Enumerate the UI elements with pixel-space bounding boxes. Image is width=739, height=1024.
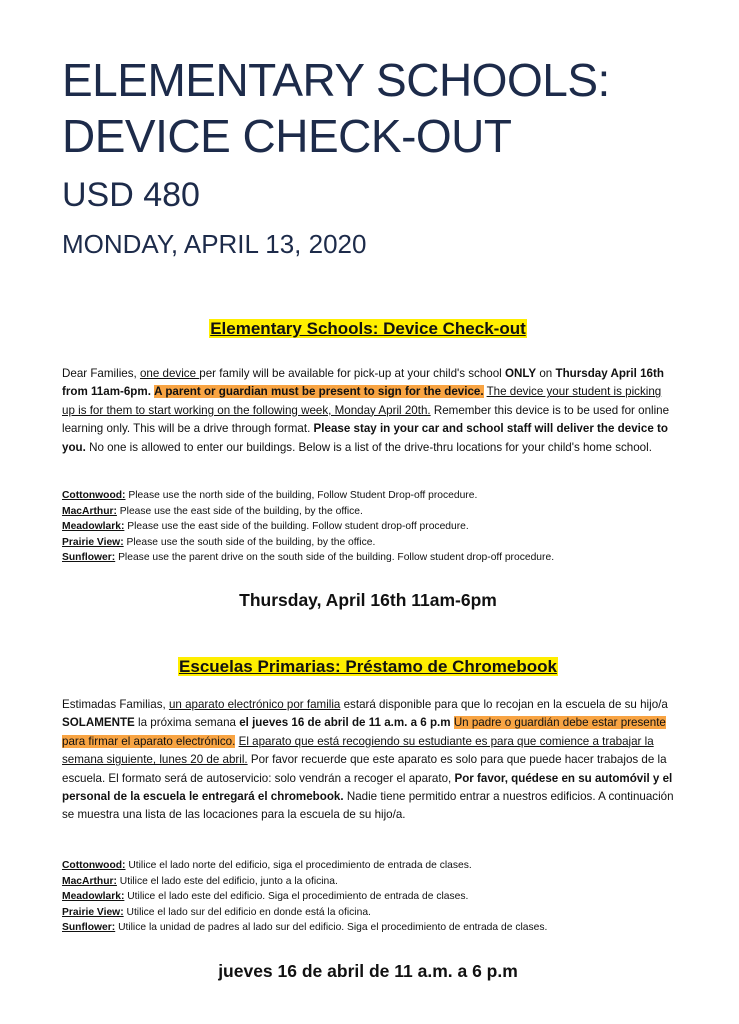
spanish-paragraph <box>62 696 674 825</box>
location-name: Cottonwood: <box>62 490 126 501</box>
highlighted-text: A parent or guardian must be present to sign for the device. <box>154 385 484 399</box>
location-item <box>62 874 674 890</box>
location-item <box>62 905 674 921</box>
text-run: on <box>536 367 556 380</box>
text-run: per family will be available for pick-up at your child's school <box>199 367 505 380</box>
highlighted-text: Un padre o guardián debe estar presente para firmar el aparato electrónico. <box>62 716 666 748</box>
text-run: Por favor recuerde que este aparato es solo para que puede hacer trabajos de la escuela. El formato será de autoservicio: solo vendrán a recoger el aparato, <box>62 753 667 785</box>
text-run: la próxima semana <box>134 716 240 730</box>
location-item <box>62 889 674 905</box>
location-name: Cottonwood: <box>62 860 126 871</box>
location-instructions: Please use the north side of the building, Follow Student Drop-off procedure. <box>125 490 478 501</box>
text-run: Dear Families, <box>62 367 140 380</box>
location-item <box>62 504 674 520</box>
text-run-bold: Por favor, quédese en su automóvil y el personal de la escuela le entregará el chromebook. <box>62 771 673 804</box>
page-title-line-1: ELEMENTARY SCHOOLS: <box>62 54 610 106</box>
page-title-line-2: DEVICE CHECK-OUT <box>62 110 512 162</box>
english-section-title-text: Elementary Schools: Device Check-out <box>210 319 526 338</box>
spanish-location-list <box>62 858 674 936</box>
text-run: No one is allowed to enter our buildings. Below is a list of the drive-thru locations for your child's home school. <box>85 440 652 454</box>
spanish-section-title-text: Escuelas Primarias: Préstamo de Chromebook <box>179 657 557 676</box>
text-run-underlined: El aparato que está recogiendo su estudiante es para que comience a trabajar la semana siguiente, lunes 20 de abril. <box>62 734 654 767</box>
text-run-bold: Thursday April 16th from 11am-6pm. <box>62 367 664 399</box>
spanish-pickup-time: jueves 16 de abril de 11 a.m. a 6 p.m <box>218 961 518 981</box>
text-run-bold: ONLY <box>504 367 537 380</box>
location-instructions: Utilice el lado sur del edificio en donde está la oficina. <box>123 906 371 918</box>
text-run-underlined: The device your student is picking up is for them to start working on the following week, Monday April 20th. <box>62 385 662 417</box>
location-instructions: Utilice la unidad de padres al lado sur del edificio. Siga el procedimiento de entrada de clases. <box>115 922 548 934</box>
location-name: Prairie View: <box>62 536 124 548</box>
location-instructions: Utilice el lado norte del edificio, siga el procedimiento de entrada de clases. <box>125 860 472 871</box>
location-name: Sunflower: <box>62 552 116 564</box>
location-instructions: Please use the south side of the building, by the office. <box>123 536 376 548</box>
location-item <box>62 920 674 936</box>
english-location-list <box>62 488 674 566</box>
location-item <box>62 519 674 535</box>
location-item <box>62 535 674 551</box>
text-run: Remember this device is to be used for online learning only. This will be a drive through format. <box>62 403 670 436</box>
location-instructions: Please use the east side of the building. Follow student drop-off procedure. <box>124 521 469 533</box>
english-section-title <box>62 318 674 340</box>
location-item <box>62 550 674 566</box>
text-run-bold: Please stay in your car and school staff will deliver the device to you. <box>62 422 668 454</box>
location-name: MacArthur: <box>62 505 117 517</box>
spanish-section-title <box>62 656 674 678</box>
location-name: Meadowlark: <box>62 891 125 903</box>
text-run-bold: SOLAMENTE <box>62 716 135 730</box>
date-subtitle: MONDAY, APRIL 13, 2020 <box>62 229 367 259</box>
text-run: Nadie tiene permitido entrar a nuestros edificios. A continuación se muestra una lista de las locaciones para la escuela de su hijo/a. <box>62 790 674 822</box>
location-item <box>62 488 674 504</box>
location-instructions: Utilice el lado este del edificio, junto a la oficina. <box>116 875 338 887</box>
location-instructions: Utilice el lado este del edificio. Siga el procedimiento de entrada de clases. <box>124 891 469 903</box>
english-pickup-time: Thursday, April 16th 11am-6pm <box>239 590 497 610</box>
location-name: Meadowlark: <box>62 521 125 533</box>
text-run: Estimadas Familias, <box>62 698 169 711</box>
location-name: Prairie View: <box>62 906 124 918</box>
location-name: MacArthur: <box>62 875 117 887</box>
location-item <box>62 858 674 874</box>
location-instructions: Please use the parent drive on the south side of the building. Follow student drop-off procedure. <box>115 552 555 564</box>
text-run-bold: el jueves 16 de abril de 11 a.m. a 6 p.m <box>239 716 451 730</box>
text-run-underlined: one device <box>139 367 200 380</box>
text-run-underlined: un aparato electrónico por familia <box>168 698 341 711</box>
district-subtitle: USD 480 <box>62 176 200 214</box>
english-paragraph <box>62 365 674 457</box>
location-instructions: Please use the east side of the building, by the office. <box>116 505 363 517</box>
text-run: estará disponible para que lo recojan en la escuela de su hijo/a <box>340 698 668 711</box>
location-name: Sunflower: <box>62 922 116 934</box>
